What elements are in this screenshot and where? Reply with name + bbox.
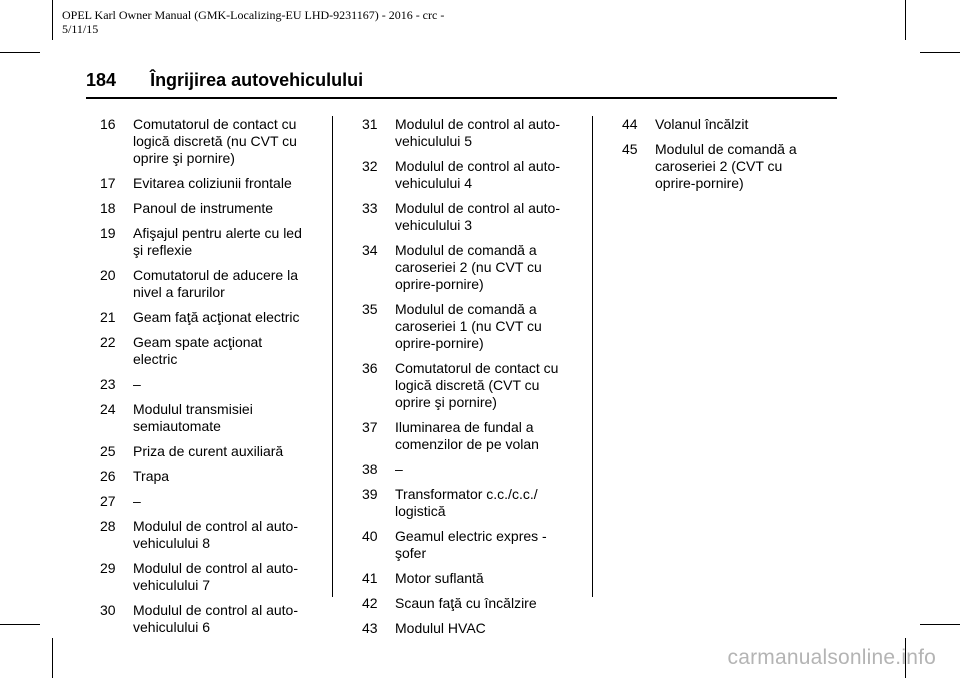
- fuse-list-column-1: [100, 116, 320, 644]
- crop-mark: [0, 624, 40, 625]
- item-text: –: [133, 493, 141, 509]
- page-header: [86, 70, 363, 91]
- item-number: 37: [362, 419, 378, 435]
- item-number: 29: [100, 560, 116, 576]
- item-text: –: [133, 376, 141, 392]
- crop-mark: [0, 52, 40, 53]
- item-text: Modulul de control al auto‐ vehiculului 5: [395, 116, 560, 149]
- list-item: [622, 141, 842, 192]
- item-number: 42: [362, 595, 378, 611]
- crop-mark: [52, 638, 53, 678]
- list-item: [362, 200, 582, 234]
- list-item: [362, 360, 582, 411]
- list-item: [100, 493, 320, 510]
- item-number: 40: [362, 528, 378, 544]
- section-title: Îngrijirea autovehiculului: [150, 70, 364, 90]
- item-number: 41: [362, 570, 378, 586]
- list-item: [100, 401, 320, 435]
- crop-mark: [920, 52, 960, 53]
- list-item: [100, 518, 320, 552]
- crop-mark: [920, 624, 960, 625]
- item-text: Evitarea coliziunii frontale: [133, 175, 292, 191]
- item-number: 16: [100, 116, 116, 132]
- list-item: [362, 419, 582, 453]
- crop-mark: [52, 0, 53, 40]
- item-number: 31: [362, 116, 378, 132]
- list-item: [362, 461, 582, 478]
- fuse-list-column-2: [362, 116, 582, 645]
- list-item: [100, 602, 320, 636]
- item-number: 20: [100, 267, 116, 283]
- item-text: Comutatorul de contact cu logică discretă (nu CVT cu oprire şi pornire): [133, 116, 297, 166]
- list-item: [100, 443, 320, 460]
- item-number: 38: [362, 461, 378, 477]
- column-divider: [332, 116, 333, 597]
- list-item: [100, 225, 320, 259]
- item-text: Modulul transmisiei semiautomate: [133, 401, 253, 434]
- item-number: 23: [100, 376, 116, 392]
- item-text: Modulul de control al auto‐ vehiculului 4: [395, 158, 560, 191]
- fuse-list-column-3: [622, 116, 842, 200]
- item-number: 32: [362, 158, 378, 174]
- document-meta: [62, 8, 444, 36]
- item-number: 22: [100, 334, 116, 350]
- item-number: 35: [362, 301, 378, 317]
- item-number: 24: [100, 401, 116, 417]
- item-number: 26: [100, 468, 116, 484]
- item-text: Scaun faţă cu încălzire: [395, 595, 537, 611]
- page-number: 184: [86, 70, 117, 90]
- list-item: [100, 376, 320, 393]
- list-item: [362, 116, 582, 150]
- list-item: [100, 116, 320, 167]
- list-item: [362, 242, 582, 293]
- item-number: 43: [362, 620, 378, 636]
- item-text: –: [395, 461, 403, 477]
- item-text: Transformator c.c./c.c./ logistică: [395, 486, 538, 519]
- item-number: 21: [100, 309, 116, 325]
- item-number: 28: [100, 518, 116, 534]
- list-item: [362, 158, 582, 192]
- item-text: Afişajul pentru alerte cu led şi reflexie: [133, 225, 302, 258]
- item-text: Trapa: [133, 468, 170, 484]
- item-text: Geam spate acţionat electric: [133, 334, 263, 367]
- list-item: [362, 570, 582, 587]
- item-text: Modulul de control al auto‐ vehiculului 3: [395, 200, 560, 233]
- document-meta-date: 5/11/15: [62, 22, 99, 36]
- column-divider: [592, 116, 593, 597]
- item-text: Comutatorul de aducere la nivel a farurilor: [133, 267, 298, 300]
- item-text: Modulul de control al auto‐ vehiculului 7: [133, 560, 298, 593]
- list-item: [100, 267, 320, 301]
- crop-mark: [905, 0, 906, 40]
- item-number: 45: [622, 141, 638, 157]
- list-item: [362, 595, 582, 612]
- item-text: Modulul de comandă a caroseriei 2 (CVT cu oprire-pornire): [655, 141, 797, 191]
- item-number: 34: [362, 242, 378, 258]
- list-item: [100, 468, 320, 485]
- item-text: Geam faţă acţionat electric: [133, 309, 300, 325]
- item-text: Comutatorul de contact cu logică discretă (CVT cu oprire şi pornire): [395, 360, 559, 410]
- item-text: Modulul HVAC: [395, 620, 486, 636]
- list-item: [100, 334, 320, 368]
- item-text: Modulul de comandă a caroseriei 1 (nu CVT cu oprire-pornire): [395, 301, 542, 351]
- item-text: Motor suflantă: [395, 570, 484, 586]
- item-number: 33: [362, 200, 378, 216]
- list-item: [622, 116, 842, 133]
- item-number: 17: [100, 175, 116, 191]
- list-item: [362, 301, 582, 352]
- item-text: Iluminarea de fundal a comenzilor de pe volan: [395, 419, 539, 452]
- item-number: 27: [100, 493, 116, 509]
- item-text: Volanul încălzit: [655, 116, 749, 132]
- watermark: carmanualsonline.info: [727, 646, 936, 669]
- item-number: 39: [362, 486, 378, 502]
- document-meta-line: OPEL Karl Owner Manual (GMK-Localizing-EU LHD-9231167) - 2016 - crc -: [62, 8, 445, 22]
- item-text: Priza de curent auxiliară: [133, 443, 284, 459]
- item-text: Modulul de control al auto‐ vehiculului 6: [133, 602, 298, 635]
- item-number: 36: [362, 360, 378, 376]
- header-rule: [86, 97, 837, 99]
- item-number: 18: [100, 200, 116, 216]
- item-text: Modulul de control al auto‐ vehiculului 8: [133, 518, 298, 551]
- item-number: 25: [100, 443, 116, 459]
- list-item: [100, 200, 320, 217]
- item-text: Panoul de instrumente: [133, 200, 274, 216]
- item-number: 30: [100, 602, 116, 618]
- list-item: [100, 309, 320, 326]
- item-number: 19: [100, 225, 116, 241]
- list-item: [362, 620, 582, 637]
- item-text: Geamul electric expres - şofer: [395, 528, 547, 561]
- list-item: [362, 486, 582, 520]
- list-item: [362, 528, 582, 562]
- item-text: Modulul de comandă a caroseriei 2 (nu CVT cu oprire-pornire): [395, 242, 542, 292]
- item-number: 44: [622, 116, 638, 132]
- list-item: [100, 560, 320, 594]
- list-item: [100, 175, 320, 192]
